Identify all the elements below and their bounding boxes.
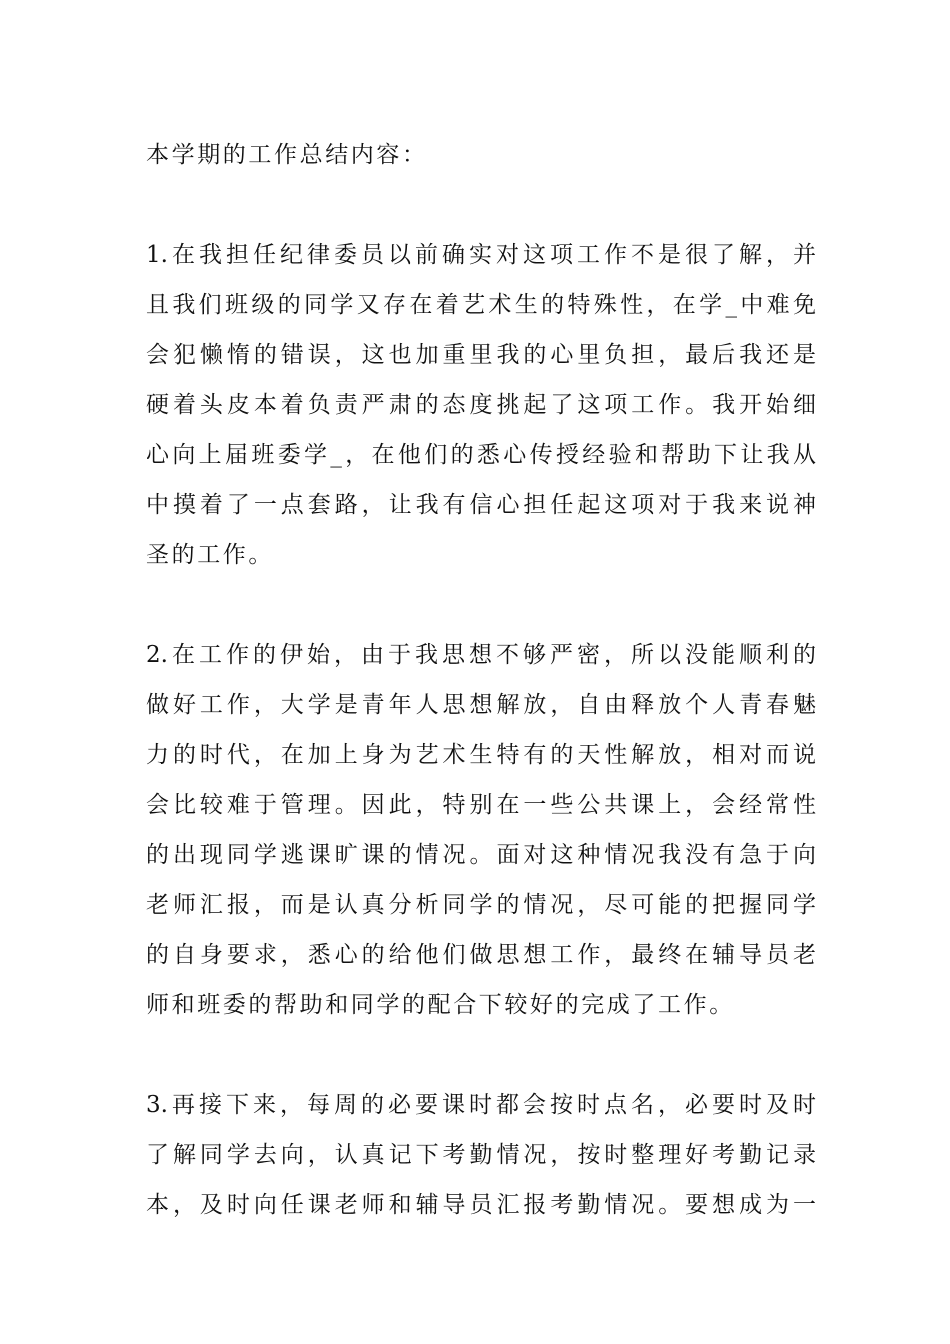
paragraph-line: 会比较难于管理。因此，特别在一些公共课上，会经常性 (146, 792, 816, 818)
paragraph-line: 的出现同学逃课旷课的情况。面对这种情况我没有急于向 (146, 842, 816, 868)
paragraph-2 (146, 630, 816, 1030)
document-page (146, 130, 816, 1230)
paragraph-line: 做好工作，大学是青年人思想解放，自由释放个人青春魅 (146, 692, 816, 718)
paragraph-gap (146, 580, 816, 630)
paragraph-line: 老师汇报，而是认真分析同学的情况，尽可能的把握同学 (146, 892, 816, 918)
paragraph-line: 师和班委的帮助和同学的配合下较好的完成了工作。 (146, 992, 735, 1018)
paragraph-line: 会犯懒惰的错误，这也加重里我的心里负担，最后我还是 (146, 342, 816, 368)
paragraph-line: 3.再接下来，每周的必要课时都会按时点名，必要时及时 (146, 1092, 816, 1118)
paragraph-line: 圣的工作。 (146, 542, 274, 568)
paragraph-line: 1.在我担任纪律委员以前确实对这项工作不是很了解，并 (146, 242, 816, 268)
document-heading: 本学期的工作总结内容： (146, 142, 428, 168)
paragraph-line: 且我们班级的同学又存在着艺术生的特殊性，在学_中难免 (146, 292, 816, 318)
paragraph-3 (146, 1080, 816, 1230)
paragraph-line: 力的时代，在加上身为艺术生特有的天性解放，相对而说 (146, 742, 816, 768)
paragraph-line: 2.在工作的伊始，由于我思想不够严密，所以没能顺利的 (146, 642, 816, 668)
paragraph-line: 中摸着了一点套路，让我有信心担任起这项对于我来说神 (146, 492, 816, 518)
paragraph-line: 硬着头皮本着负责严肃的态度挑起了这项工作。我开始细 (146, 392, 816, 418)
paragraph-gap (146, 1030, 816, 1080)
paragraph-gap (146, 180, 816, 230)
paragraph-line: 本，及时向任课老师和辅导员汇报考勤情况。要想成为一 (146, 1192, 816, 1218)
paragraph-line: 了解同学去向，认真记下考勤情况，按时整理好考勤记录 (146, 1142, 816, 1168)
paragraph-line: 心向上届班委学_，在他们的悉心传授经验和帮助下让我从 (146, 442, 816, 468)
paragraph-1 (146, 230, 816, 580)
paragraph-line: 的自身要求，悉心的给他们做思想工作，最终在辅导员老 (146, 942, 816, 968)
